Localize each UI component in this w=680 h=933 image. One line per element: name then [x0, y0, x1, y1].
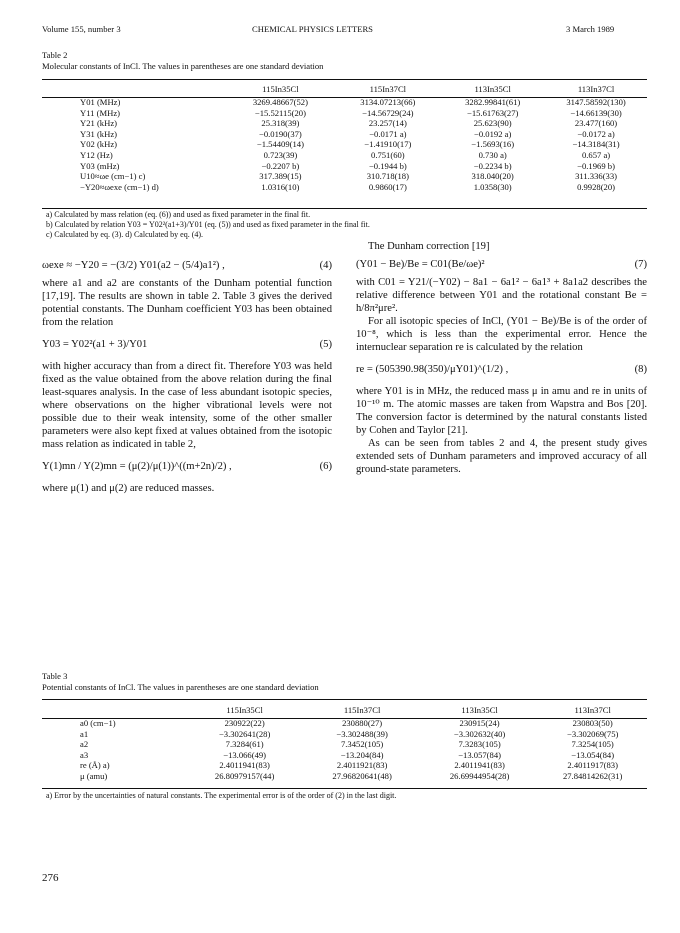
table2-cell: −1.5693(16) [471, 139, 515, 150]
table2-cell: −14.66139(30) [570, 107, 622, 118]
table3-cell: 2.4011917(83) [567, 760, 618, 771]
equation-5-body: Y03 = Y02²(a1 + 3)/Y01 [42, 339, 148, 350]
left-paragraph-2: with higher accuracy than from a direct fit. Therefore Y03 was held fixed as the value obtained from the above relation during the final least-squares analysis. In the case of less abundant isotopic species, where observations on the higher vibrational levels were not possible due to their weak intensity, some of the other smaller parameters were also kept fixed at values obtained from the isotopic mass relation as indicated in table 2, [42, 361, 332, 450]
table2-cell: −0.1944 b) [368, 160, 407, 171]
table2-row-label: Y01 (MHz) [80, 97, 121, 107]
table3-cell: −13.204(84) [340, 749, 384, 760]
table2-cell: 0.730 a) [478, 149, 507, 160]
table2-cell: −0.0192 a) [474, 128, 512, 139]
table3-row [42, 729, 647, 740]
table3-cell: 7.3254(105) [571, 739, 614, 750]
table2-column-header [42, 82, 225, 97]
table2-cell: 310.718(18) [366, 171, 409, 182]
table2-column-header: 113In37Cl [577, 84, 615, 95]
table2-cell: 0.9928(20) [577, 181, 616, 192]
table3-row [42, 718, 647, 729]
table3-row [42, 771, 647, 782]
right-paragraph-5: As can be seen from tables 2 and 4, the present study gives extended sets of Dunham parameters and improved accuracy of all ground-state parameters. [356, 438, 647, 475]
table2-cell: −1.54409(14) [256, 139, 304, 150]
table2-cell: 3282.99841(61) [465, 97, 521, 107]
table2-cell: −14.56729(24) [362, 107, 414, 118]
table2-row [42, 118, 647, 129]
table3-cell: 2.4011921(83) [336, 760, 388, 771]
table2-row [42, 139, 647, 150]
equation-8-body: re = (505390.98(350)/μY01)^(1/2) , [356, 364, 509, 375]
table2-cell: −0.0190(37) [259, 128, 302, 139]
table3-bottom-rule [42, 788, 647, 789]
table2-cell: 3147.58592(130) [566, 97, 626, 107]
table3-row-label: a3 [80, 749, 89, 760]
table3-row-label: μ (amu) [80, 770, 108, 781]
table2-cell: 1.0358(30) [473, 181, 512, 192]
equation-5 [42, 338, 332, 351]
table2-cell: 0.9860(17) [368, 181, 407, 192]
table3-row [42, 750, 647, 761]
table2-cell: −0.2207 b) [261, 160, 300, 171]
table3-cell: 26.80979157(44) [214, 770, 275, 781]
table3-cell: −13.066(49) [223, 749, 267, 760]
table3-row [42, 760, 647, 771]
table3-row-label: a2 [80, 739, 89, 750]
table2-row-label: Y02 (kHz) [80, 139, 117, 150]
equation-5-number: (5) [319, 339, 332, 350]
table2-cell: 0.657 a) [581, 149, 611, 160]
table2-row [42, 171, 647, 182]
table3-header-row [42, 703, 647, 718]
table2-cell: 23.477(160) [574, 118, 618, 129]
table2-cell: 3269.48667(52) [252, 97, 308, 107]
table2-cell: −1.41910(17) [364, 139, 412, 150]
table3-cell: −13.054(84) [571, 749, 615, 760]
table3-cell: 27.84814262(31) [562, 770, 623, 781]
table3-cell: −3.302632(40) [453, 728, 506, 739]
table2-row-label: U10≈ωe (cm−1) c) [80, 171, 146, 182]
table2-cell: 25.623(90) [473, 118, 512, 129]
table3-column-header: 113In37Cl [574, 705, 611, 716]
table2-row-label: Y12 (Hz) [80, 149, 113, 160]
equation-7 [356, 258, 647, 271]
table3-cell: 7.3283(105) [458, 739, 501, 750]
left-column [42, 254, 332, 495]
equation-6-number: (6) [319, 461, 332, 472]
right-paragraph-3: For all isotopic species of InCl, (Y01 − Be)/Be is of the order of 10⁻⁸, which is less than the experimental error. Hence the internuclear separation re is calculated by the relation [356, 316, 647, 353]
table2-row [42, 182, 647, 193]
table2-column-header: 115In37Cl [369, 84, 407, 95]
table2-cell: 318.040(20) [471, 171, 514, 182]
table2-header-row [42, 82, 647, 97]
table3-column-header [42, 703, 186, 718]
table3-footnote: a) Error by the uncertainties of natural constants. The experimental error is of the order of (2) in the last digit. [46, 791, 397, 800]
table2-cell: 3134.07213(66) [360, 97, 416, 107]
equation-4 [42, 259, 332, 272]
table3-cell: 230922(22) [224, 718, 265, 728]
header-volume: Volume 155, number 3 [42, 24, 121, 34]
table3-cell: 230880(27) [342, 718, 383, 728]
header-date: 3 March 1989 [566, 24, 615, 34]
page-number: 276 [42, 872, 59, 884]
table2-cell: 23.257(14) [368, 118, 407, 129]
table3-caption: Potential constants of InCl. The values in parentheses are one standard deviation [42, 682, 319, 692]
table3-row [42, 739, 647, 750]
table2-row-label: Y21 (kHz) [80, 118, 117, 129]
table3-row-label: a0 (cm−1) [80, 718, 116, 728]
table2-row-label: Y11 (MHz) [80, 107, 121, 118]
table2-top-rule [42, 79, 647, 80]
table3-row-label: a1 [80, 728, 89, 739]
table3-cell: −3.302641(28) [218, 728, 271, 739]
table2-cell: −0.2234 b) [473, 160, 512, 171]
table2-footnote-b: b) Calculated by relation Y03 = Y02²(a1+3)/Y01 (eq. (5)) and used as fixed parameter in the final fit. [46, 220, 370, 229]
table3-column-header: 115In35Cl [226, 705, 263, 716]
table2-title: Table 2 [42, 50, 68, 60]
table2-row [42, 161, 647, 172]
left-paragraph-3: where μ(1) and μ(2) are reduced masses. [42, 483, 215, 494]
table3-cell: −3.302488(39) [336, 728, 388, 739]
table2-cell: 1.0316(10) [261, 181, 300, 192]
right-column [356, 240, 647, 476]
table2-cell: −15.52115(20) [254, 107, 306, 118]
table3-cell: 230803(50) [572, 718, 613, 728]
table2-cell: 0.723(39) [263, 149, 298, 160]
table3-cell: 7.3284(61) [225, 739, 264, 750]
table3-cell: −13.057(84) [458, 749, 501, 760]
table3-cell: 26.69944954(28) [449, 770, 510, 781]
table2-footnote-c: c) Calculated by eq. (3). d) Calculated by eq. (4). [46, 230, 204, 239]
table2-cell: −14.3184(31) [572, 139, 620, 150]
table3-column-header: 115In37Cl [343, 705, 381, 716]
table3-column-header: 113In35Cl [461, 705, 498, 716]
table2-column-header: 115In35Cl [262, 84, 299, 95]
equation-4-body: ωexe ≈ −Y20 = −(3/2) Y01(a2 − (5/4)a1²) , [42, 260, 225, 271]
table2-column-header: 113In35Cl [474, 84, 511, 95]
right-paragraph-2: with C01 = Y21/(−Y02) − 8a1 − 6a1² − 6a1³ + 8a1a2 describes the relative difference between Y01 and the rotational constant Be = h/8π²μre². [356, 277, 647, 314]
left-paragraph-1: where a1 and a2 are constants of the Dunham potential function [17,19]. The results are shown in table 2. Table 3 gives the derived potential constants. The Dunham coefficient Y03 has been obtained from the relation [42, 278, 332, 328]
table2-row-label: Y31 (kHz) [80, 128, 117, 139]
table2-cell: −0.0171 a) [369, 128, 407, 139]
header-journal: CHEMICAL PHYSICS LETTERS [252, 24, 373, 34]
table2-row [42, 129, 647, 140]
table2-footnote-a: a) Calculated by mass relation (eq. (6)) and used as fixed parameter in the final fit. [46, 210, 311, 219]
table2-cell: 311.336(33) [575, 171, 618, 182]
table2-row-label: −Y20≈ωexe (cm−1) d) [80, 181, 159, 192]
table2 [42, 82, 647, 192]
right-paragraph-4: where Y01 is in MHz, the reduced mass μ in amu and re in units of 10⁻¹⁰ m. The atomic masses are taken from Wapstra and Bos [20]. The conversion factor is determined by the natural constants listed by Cohen and Taylor [21]. [356, 386, 647, 436]
table2-row [42, 150, 647, 161]
table2-row [42, 97, 647, 108]
equation-6-body: Y(1)mn / Y(2)mn = (μ(2)/μ(1))^((m+2n)/2) , [42, 461, 232, 472]
table3 [42, 703, 647, 782]
equation-6 [42, 460, 332, 473]
table2-row-label: Y03 (mHz) [80, 160, 120, 171]
table3-cell: −3.302069(75) [566, 728, 619, 739]
equation-4-number: (4) [319, 260, 332, 271]
table3-top-rule [42, 699, 647, 700]
table2-bottom-rule [42, 208, 647, 209]
table3-cell: 230915(24) [459, 718, 500, 728]
table3-row-label: re (Å) a) [80, 760, 110, 771]
table2-cell: 0.751(60) [371, 149, 405, 160]
table3-title: Table 3 [42, 671, 68, 681]
equation-8-number: (8) [634, 364, 647, 375]
table2-row [42, 108, 647, 119]
table2-cell: −0.1969 b) [577, 160, 615, 171]
table2-cell: 25.318(39) [261, 118, 300, 129]
table3-cell: 2.4011941(83) [454, 760, 505, 771]
equation-7-number: (7) [634, 259, 647, 270]
table3-cell: 2.4011941(83) [219, 760, 270, 771]
table2-cell: 317.389(15) [259, 171, 302, 182]
table2-cell: −15.61763(27) [466, 107, 519, 118]
table3-cell: 7.3452(105) [340, 739, 384, 750]
table2-caption: Molecular constants of InCl. The values in parentheses are one standard deviation [42, 61, 324, 71]
equation-7-body: (Y01 − Be)/Be = C01(Be/ωe)² [356, 259, 485, 270]
table2-cell: −0.0172 a) [577, 128, 615, 139]
right-paragraph-1: The Dunham correction [19] [368, 241, 490, 252]
table3-cell: 27.96820641(48) [332, 770, 392, 781]
equation-8 [356, 363, 647, 376]
